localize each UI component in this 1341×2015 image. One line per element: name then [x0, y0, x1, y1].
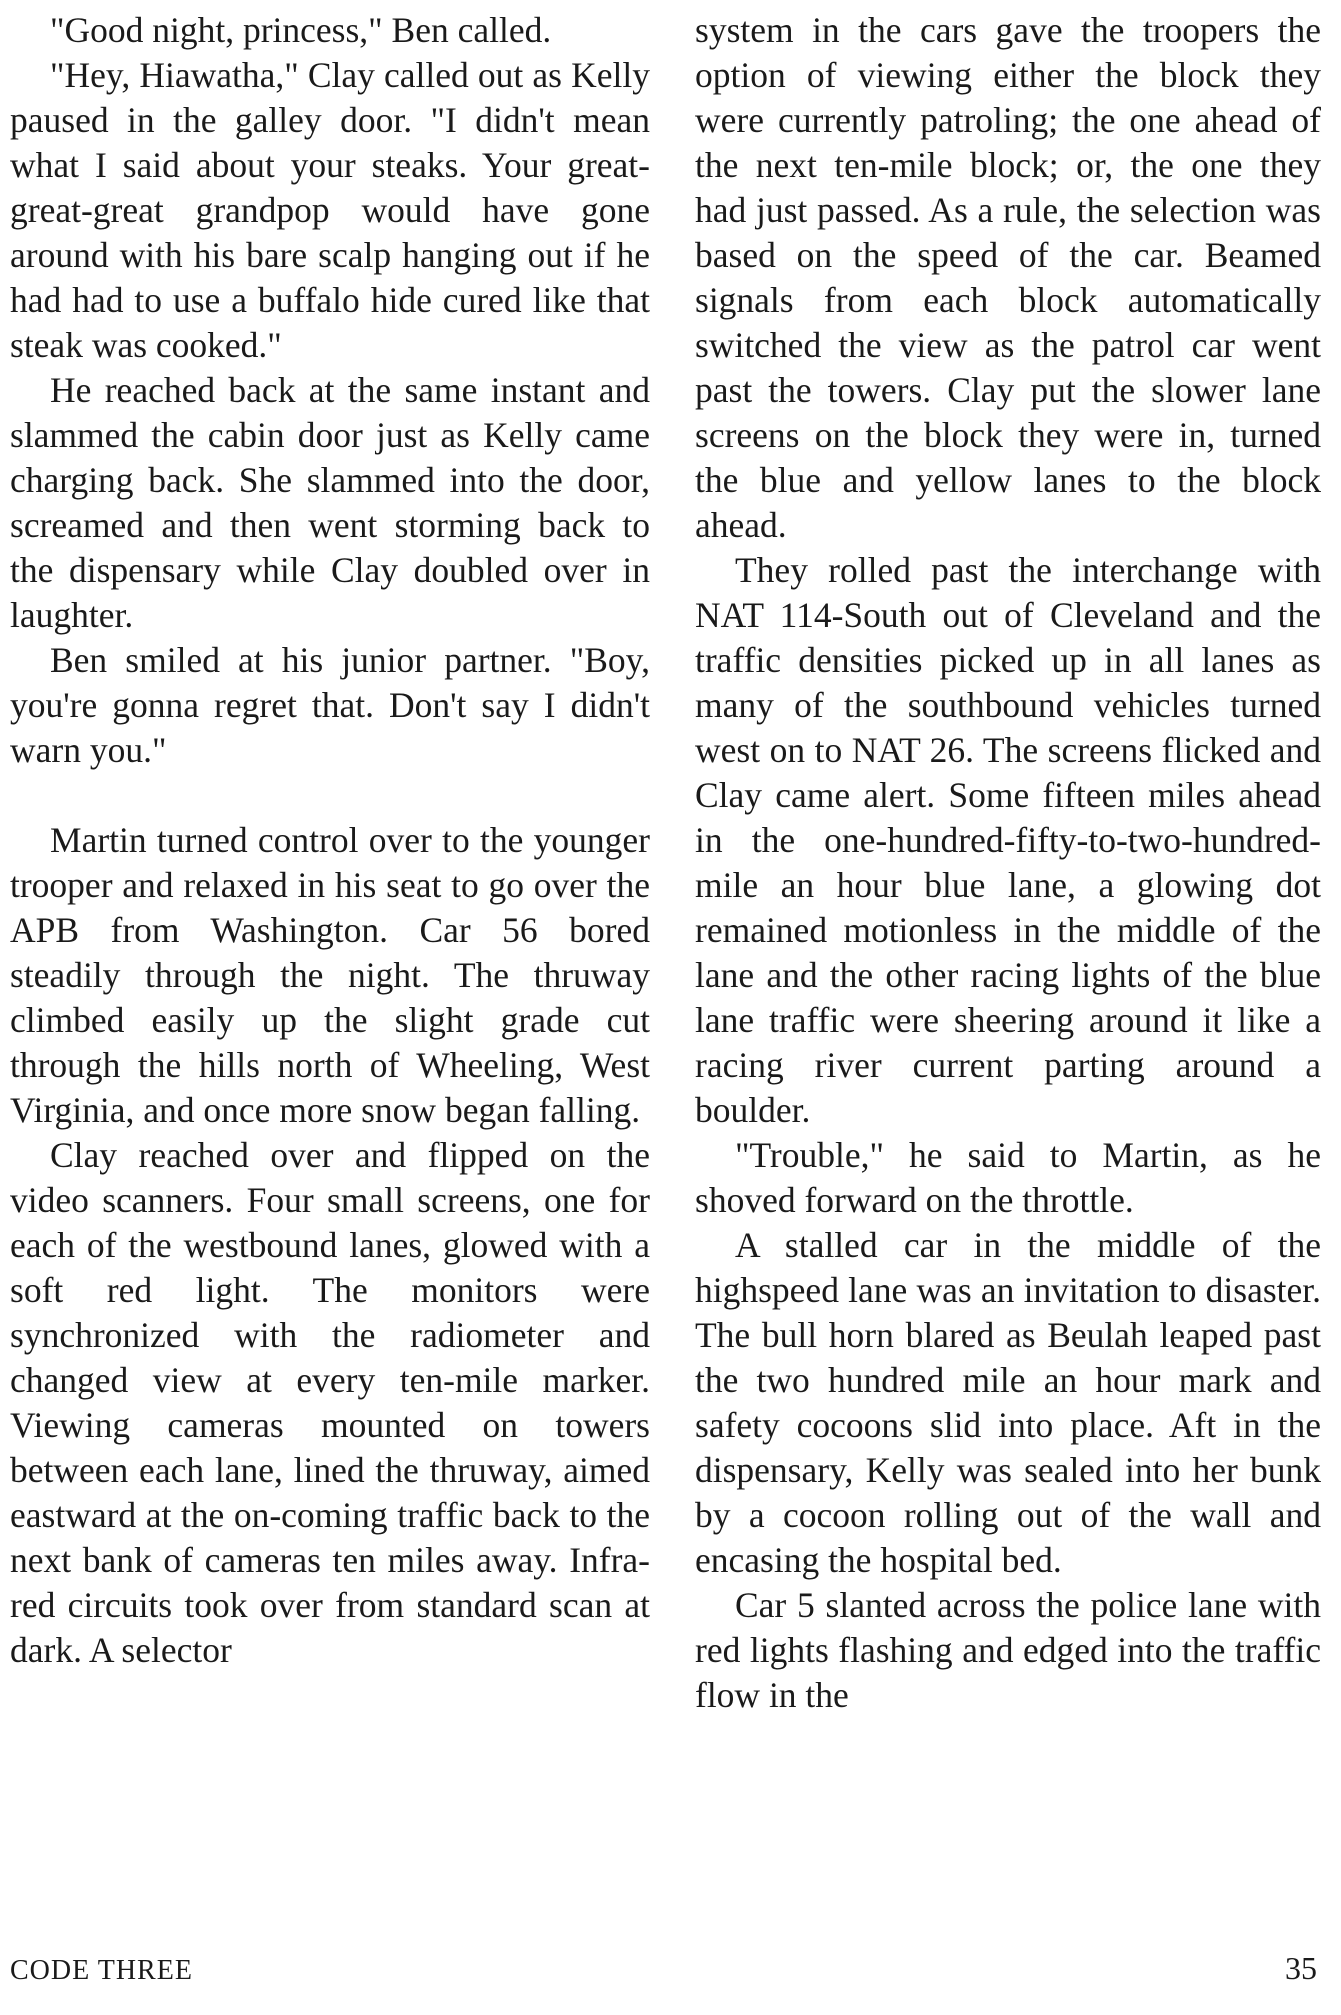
paragraph: Martin turned control over to the younger trooper and relaxed in his seat to go over the APB from Washington. Car 56 bored steadily through the night. The thruway climbed easily up the slight grade cut through the hills north of Wheeling, West Virginia, and once more snow began falling. — [10, 820, 650, 1130]
running-title: CODE THREE — [10, 1955, 193, 1986]
paragraph: system in the cars gave the troopers the option of viewing either the block they were currently patroling; the one ahead of the next ten-mile block; or, the one they had just passed. As a rule, the selection was based on the speed of the car. Beamed signals from each block automatically switched the view as the patrol car went past the towers. Clay put the slower lane screens on the block they were in, turned the blue and yellow lanes to the block ahead. — [695, 10, 1321, 545]
paragraph: Ben smiled at his junior partner. "Boy, you're gonna regret that. Don't say I didn't warn you." — [10, 640, 650, 770]
paragraph: "Trouble," he said to Martin, as he shoved forward on the throttle. — [695, 1135, 1321, 1220]
paragraph: "Hey, Hiawatha," Clay called out as Kelly paused in the galley door. "I didn't mean what I said about your steaks. Your great-great-great grandpop would have gone around with his bare scalp hanging out if he had had to use a buffalo hide cured like that steak was cooked." — [10, 55, 650, 365]
paragraph: Car 5 slanted across the police lane with red lights flashing and edged into the traffic flow in the — [695, 1585, 1321, 1715]
paragraph: They rolled past the interchange with NAT 114-South out of Cleveland and the traffic densities picked up in all lanes as many of the southbound vehicles turned west on to NAT 26. The screens flicked and Clay came alert. Some fifteen miles ahead in the one-hundred-fifty-to-two-hundred-mile an hour blue lane, a glowing dot remained motionless in the middle of the lane and the other racing lights of the blue lane traffic were sheering around it like a racing river current parting around a boulder. — [695, 550, 1321, 1130]
left-text-column — [10, 8, 650, 1673]
paragraph: A stalled car in the middle of the highspeed lane was an invitation to disaster. The bull horn blared as Beulah leaped past the two hundred mile an hour mark and safety cocoons slid into place. Aft in the dispensary, Kelly was sealed into her bunk by a cocoon rolling out of the wall and encasing the hospital bed. — [695, 1225, 1321, 1580]
paragraph: "Good night, princess," Ben called. — [50, 10, 552, 50]
paragraph: He reached back at the same instant and slammed the cabin door just as Kelly came charging back. She slammed into the door, screamed and then went storming back to the dispensary while Clay doubled over in laughter. — [10, 370, 650, 635]
paragraph: Clay reached over and flipped on the video scanners. Four small screens, one for each of the westbound lanes, glowed with a soft red light. The monitors were synchronized with the radiometer and changed view at every ten-mile marker. Viewing cameras mounted on towers between each lane, lined the thruway, aimed eastward at the on-coming traffic back to the next bank of cameras ten miles away. Infra-red circuits took over from standard scan at dark. A selector — [10, 1135, 650, 1670]
right-text-column — [695, 8, 1321, 1718]
page-number: 35 — [1285, 1950, 1317, 1986]
